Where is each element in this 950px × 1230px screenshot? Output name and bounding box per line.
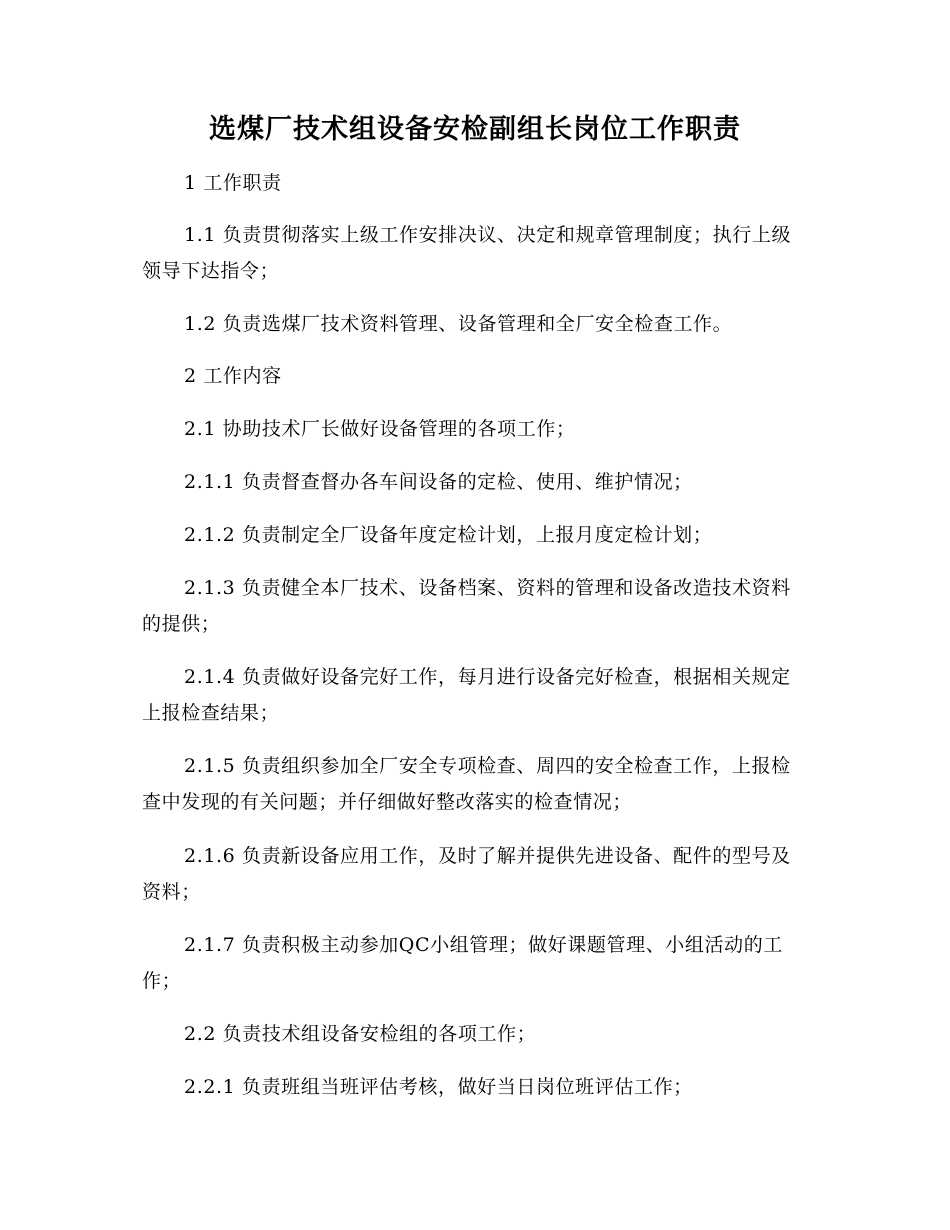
paragraph-2-1-2: 2.1.2 负责制定全厂设备年度定检计划，上报月度定检计划； [184,524,713,546]
paragraph-2-2-1: 2.2.1 负责班组当班评估考核，做好当日岗位班评估工作； [184,1076,693,1098]
paragraph-section-2-heading: 2 工作内容 [184,365,282,387]
paragraph-2-1-3: 2.1.3 负责健全本厂技术、设备档案、资料的管理和设备改造技术资料的提供； [142,577,791,635]
paragraph-1-2: 1.2 负责选煤厂技术资料管理、设备管理和全厂安全检查工作。 [184,313,733,335]
paragraph-section-1-heading: 1 工作职责 [184,172,282,194]
document-title: 选煤厂技术组设备安检副组长岗位工作职责 [209,114,741,145]
paragraph-2-1-4: 2.1.4 负责做好设备完好工作，每月进行设备完好检查，根据相关规定上报检查结果； [142,666,791,724]
paragraph-2-2: 2.2 负责技术组设备安检组的各项工作； [184,1023,537,1045]
paragraph-2-1-6: 2.1.6 负责新设备应用工作，及时了解并提供先进设备、配件的型号及资料； [142,845,791,903]
paragraph-2-1-7: 2.1.7 负责积极主动参加QC小组管理；做好课题管理、小组活动的工作； [142,934,783,992]
paragraph-2-1-1: 2.1.1 负责督查督办各车间设备的定检、使用、维护情况； [184,471,693,493]
paragraph-2-1-5: 2.1.5 负责组织参加全厂安全专项检查、周四的安全检查工作，上报检查中发现的有关问题；并仔细做好整改落实的检查情况； [142,755,791,813]
paragraph-1-1: 1.1 负责贯彻落实上级工作安排决议、决定和规章管理制度；执行上级领导下达指令； [142,224,792,282]
paragraph-2-1: 2.1 协助技术厂长做好设备管理的各项工作； [184,418,576,440]
